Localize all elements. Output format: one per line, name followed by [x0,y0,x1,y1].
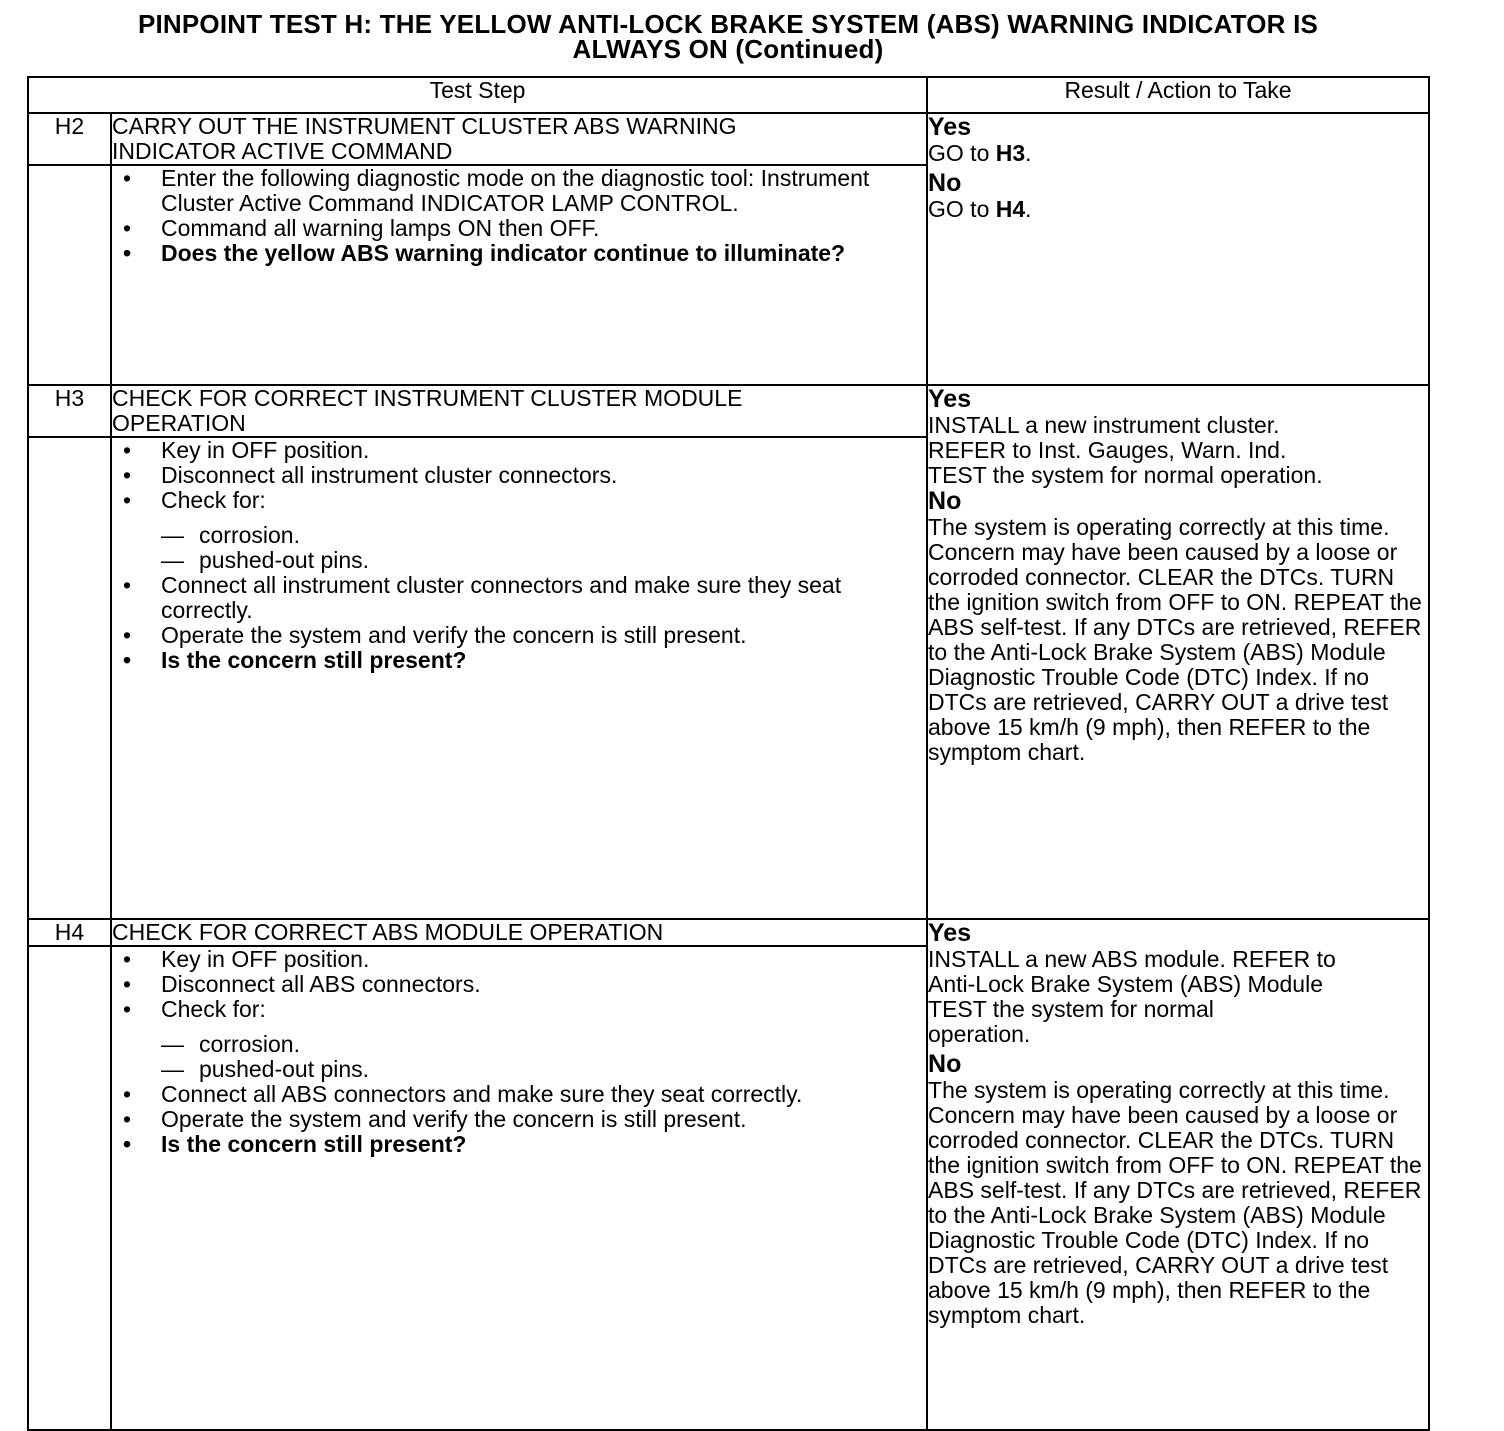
step-item-text: Key in OFF position. [161,437,370,463]
step-item [112,488,926,513]
step-id-h4: H4 [28,919,111,946]
step-item [112,463,926,488]
yes-action [928,141,1428,166]
result-h3 [927,385,1429,919]
step-title-line: CHECK FOR CORRECT ABS MODULE OPERATION [112,919,664,945]
check-item-text: pushed-out pins. [199,1056,370,1082]
check-item-text: corrosion. [199,522,300,548]
step-title-line: CARRY OUT THE INSTRUMENT CLUSTER ABS WARNING [112,113,737,139]
bullet-icon: • [123,622,132,648]
header-test-step: Test Step [28,77,927,113]
result-h4 [927,919,1429,1430]
step-title-line: OPERATION [112,410,246,436]
step-item-text: Connect all ABS connectors and make sure they seat correctly. [161,1081,803,1107]
step-item-text: Command all warning lamps ON then OFF. [161,215,600,241]
step-item [112,438,926,463]
yes-action-line: INSTALL a new instrument cluster. [928,412,1280,438]
no-action-text: GO to [928,196,996,222]
bullet-icon: • [123,1106,132,1132]
step-id-h3: H3 [28,385,111,437]
step-item [112,623,926,648]
yes-action-line: Anti-Lock Brake System (ABS) Module [928,971,1323,997]
step-title-line: CHECK FOR CORRECT INSTRUMENT CLUSTER MODULE [112,385,743,411]
check-item [161,523,926,548]
step-item [112,216,926,241]
step-title-h3 [111,385,927,437]
bullet-icon: • [123,946,132,972]
step-item-text: Enter the following diagnostic mode on the diagnostic tool: Instrument Cluster Active Command INDICATOR LAMP CONTROL. [161,165,870,216]
check-item [161,1032,926,1057]
step-item-text: Operate the system and verify the concern is still present. [161,1106,747,1132]
step-id-spacer [28,437,111,919]
bullet-icon: • [123,215,132,241]
header-result: Result / Action to Take [927,77,1429,113]
header-row [28,77,1429,113]
step-body-h3 [111,437,927,919]
no-label: No [928,169,962,197]
yes-label: Yes [928,919,972,947]
step-question-text: Is the concern still present? [161,1131,467,1157]
step-question [112,1132,926,1157]
title-line-2: ALWAYS ON (Continued) [572,34,884,64]
check-list [112,1032,926,1082]
yes-action-line: TEST the system for normal operation. [928,462,1323,488]
no-label: No [928,1050,962,1078]
bullet-icon: • [123,462,132,488]
page-title [28,9,1428,64]
bullet-icon: • [123,165,132,191]
check-item [161,1057,926,1082]
bullet-icon: • [123,240,132,266]
step-item-text: Connect all instrument cluster connectors and make sure they seat correctly. [161,572,842,623]
step-body-h4 [111,946,927,1430]
pinpoint-test-table [27,76,1430,1431]
step-item-text: Key in OFF position. [161,946,370,972]
step-item [112,1082,926,1107]
step-question-text: Does the yellow ABS warning indicator continue to illuminate? [161,240,846,266]
step-id-h2: H2 [28,113,111,165]
step-item [112,947,926,972]
step-item-text: Check for: [161,996,266,1022]
yes-action-line: TEST the system for normal [928,996,1214,1022]
step-question-text: Is the concern still present? [161,647,467,673]
check-item-text: corrosion. [199,1031,300,1057]
step-id-spacer [28,946,111,1430]
go-to-step-link: H4 [995,196,1026,222]
step-item-text: Check for: [161,487,266,513]
yes-label: Yes [928,113,972,141]
bullet-icon: • [123,647,132,673]
yes-action-line: REFER to Inst. Gauges, Warn. Ind. [928,437,1287,463]
no-action [928,197,1428,222]
no-label: No [928,487,962,515]
yes-action-suffix: . [1025,140,1032,166]
yes-action-line: operation. [928,1021,1031,1047]
step-item-text: Disconnect all instrument cluster connectors. [161,462,618,488]
step-item [112,972,926,997]
step-item [112,166,926,216]
title-line-1: PINPOINT TEST H: THE YELLOW ANTI-LOCK BRAKE SYSTEM (ABS) WARNING INDICATOR IS [137,9,1319,39]
step-h2-title-row [28,113,1429,165]
step-id-spacer [28,165,111,385]
result-h2 [927,113,1429,385]
step-item [112,573,926,623]
check-item-text: pushed-out pins. [199,547,370,573]
step-title-h2 [111,113,927,165]
dash-icon: — [161,522,184,548]
step-h3-title-row [28,385,1429,437]
bullet-icon: • [123,1081,132,1107]
step-item [112,997,926,1022]
step-item-text: Disconnect all ABS connectors. [161,971,481,997]
bullet-icon: • [123,996,132,1022]
dash-icon: — [161,547,184,573]
dash-icon: — [161,1031,184,1057]
step-title-line: INDICATOR ACTIVE COMMAND [112,138,453,164]
yes-action-line: INSTALL a new ABS module. REFER to [928,946,1336,972]
no-action-suffix: . [1025,196,1032,222]
dash-icon: — [161,1056,184,1082]
bullet-icon: • [123,437,132,463]
step-body-h2 [111,165,927,385]
step-question [112,241,926,266]
no-action-text: The system is operating correctly at this time. Concern may have been caused by a loose or corroded connector. CLEAR the DTCs. TURN the ignition switch from OFF to ON. REPEAT the ABS self-test. If any DTCs are retrieved, REFER to the Anti-Lock Brake System (ABS) Module Diagnostic Trouble Code (DTC) Index. If no DTCs are retrieved, CARRY OUT a drive test above 15 km/h (9 mph), then REFER to the symptom chart. [928,514,1422,765]
yes-label: Yes [928,385,972,413]
check-list [112,523,926,573]
yes-action-text: GO to [928,140,996,166]
bullet-icon: • [123,1131,132,1157]
bullet-icon: • [123,487,132,513]
bullet-icon: • [123,971,132,997]
bullet-icon: • [123,572,132,598]
check-item [161,548,926,573]
no-action-text: The system is operating correctly at this time. Concern may have been caused by a loose or corroded connector. CLEAR the DTCs. TURN the ignition switch from OFF to ON. REPEAT the ABS self-test. If any DTCs are retrieved, REFER to the Anti-Lock Brake System (ABS) Module Diagnostic Trouble Code (DTC) Index. If no DTCs are retrieved, CARRY OUT a drive test above 15 km/h (9 mph), then REFER to the symptom chart. [928,1077,1422,1328]
step-item [112,1107,926,1132]
step-question [112,648,926,673]
step-title-h4 [111,919,927,946]
step-h4-title-row [28,919,1429,946]
go-to-step-link: H3 [995,140,1026,166]
step-item-text: Operate the system and verify the concern is still present. [161,622,747,648]
